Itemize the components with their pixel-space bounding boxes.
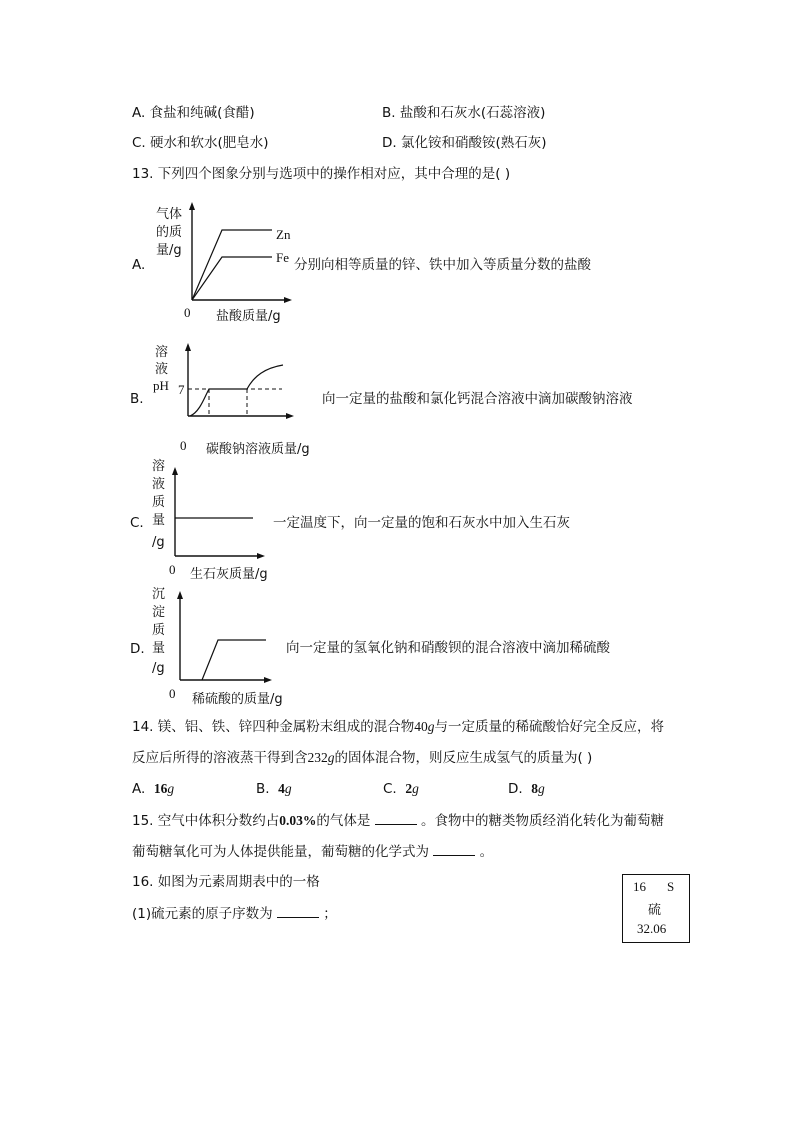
q14-solid-unit: g	[327, 750, 335, 765]
y-label-3: 量/g	[156, 243, 182, 258]
q14-option-c-unit: g	[412, 781, 419, 796]
q13-d-desc: 向一定量的氢氧化钠和硝酸钡的混合溶液中滴加稀硫酸	[286, 640, 610, 656]
q15-line-2	[132, 842, 493, 861]
x-label: 盐酸质量/g	[216, 309, 281, 324]
q14-option-d	[508, 780, 545, 798]
q14-solid-value: 232	[307, 750, 328, 765]
q16-stem: 16. 如图为元素周期表中的一格	[132, 874, 320, 890]
q15-line1-text: 15. 空气中体积分数约占	[132, 813, 280, 829]
element-symbol: S	[667, 879, 675, 894]
y-label-2: 液	[152, 477, 166, 492]
q16-sub1-text: (1)硫元素的原子序数为	[132, 906, 273, 922]
x-label: 碳酸钠溶液质量/g	[206, 442, 310, 457]
y-label-3: 质	[152, 623, 166, 638]
tick-7-label: 7	[178, 382, 185, 397]
q14-option-a-num: 16	[153, 781, 168, 796]
x-label: 生石灰质量/g	[190, 567, 268, 582]
origin-label: 0	[169, 562, 176, 577]
q12-option-d: D. 氯化铵和硝酸铵(熟石灰)	[382, 135, 547, 151]
q14-option-c-letter: C.	[383, 781, 397, 797]
origin-label: 0	[180, 438, 187, 453]
q14-option-a	[132, 780, 174, 798]
q14-option-b	[256, 780, 292, 798]
q13-c-desc: 一定温度下，向一定量的饱和石灰水中加入生石灰	[273, 515, 570, 531]
q15-blank-2[interactable]	[433, 842, 475, 856]
periodic-table-cell	[622, 874, 690, 943]
x-label: 稀硫酸的质量/g	[192, 692, 283, 707]
q14-option-b-letter: B.	[256, 781, 270, 797]
atomic-number: 16	[633, 879, 646, 894]
q14-line-2	[132, 749, 592, 767]
q16-sub1-text-b: ；	[323, 906, 337, 922]
y-label-2: 淀	[152, 605, 166, 620]
q16-sub-1	[132, 904, 337, 923]
q13-a-letter: A.	[132, 257, 146, 273]
q14-line2-text: 反应后所得的溶液蒸干得到含	[132, 750, 308, 766]
q14-mass-value: 40	[414, 719, 428, 734]
q13-b-letter: B.	[130, 391, 144, 407]
y-axis-arrow	[172, 467, 178, 475]
y-label-2: 的质	[156, 225, 183, 240]
fe-curve	[192, 257, 272, 300]
q15-line2-text-b: 。	[479, 844, 494, 860]
q13-stem: 13. 下列四个图象分别与选项中的操作相对应，其中合理的是( )	[132, 166, 511, 182]
q14-option-a-letter: A.	[132, 781, 146, 797]
q14-mass-unit: g	[427, 719, 435, 734]
y-label-3: 质	[152, 495, 166, 510]
q13-b-graph	[150, 338, 350, 460]
q12-option-a: A. 食盐和纯碱(食醋)	[132, 105, 255, 121]
origin-label: 0	[184, 305, 191, 320]
q14-line1-text-b: 与一定质量的稀硫酸恰好完全反应，将	[434, 719, 665, 735]
fe-label: Fe	[276, 250, 289, 265]
y-label-2: 液	[155, 362, 169, 377]
origin-label: 0	[169, 686, 176, 701]
y-label-4: 量	[152, 641, 166, 656]
y-label-5: /g	[152, 535, 165, 550]
y-label-5: /g	[152, 661, 165, 676]
y-label-1: 溶	[155, 345, 169, 360]
q13-a-desc: 分别向相等质量的锌、铁中加入等质量分数的盐酸	[294, 257, 591, 273]
x-axis-arrow	[284, 297, 292, 303]
atomic-mass: 32.06	[637, 921, 667, 936]
q12-option-c: C. 硬水和软水(肥皂水)	[132, 135, 269, 151]
q14-option-b-unit: g	[284, 781, 292, 796]
q16-blank-1[interactable]	[277, 904, 319, 918]
q15-blank-1[interactable]	[375, 811, 417, 825]
y-axis-arrow	[177, 591, 183, 599]
y-axis-arrow	[189, 202, 195, 210]
q14-option-c	[383, 780, 419, 798]
q14-line-1	[132, 718, 664, 736]
y-label-1: 沉	[152, 587, 166, 602]
x-axis-arrow	[257, 553, 265, 559]
y-label-1: 溶	[152, 459, 166, 474]
q14-option-b-num: 4	[278, 781, 285, 796]
q14-option-d-num: 8	[531, 781, 539, 796]
q14-line1-text: 14. 镁、铝、铁、锌四种金属粉末组成的混合物	[132, 719, 415, 735]
q15-line1-text-c: 。食物中的糖类物质经消化转化为葡萄糖	[420, 813, 664, 829]
q14-option-a-unit: g	[167, 781, 175, 796]
q15-line2-text: 葡萄糖氧化可为人体提供能量，葡萄糖的化学式为	[132, 844, 429, 860]
q13-b-desc: 向一定量的盐酸和氯化钙混合溶液中滴加碳酸钠溶液	[322, 391, 633, 407]
y-axis-arrow	[185, 343, 191, 351]
q14-option-d-unit: g	[538, 781, 545, 796]
q14-line2-text-b: 的固体混合物，则反应生成氢气的质量为( )	[334, 750, 593, 766]
ph-curve	[190, 365, 283, 416]
precipitate-curve	[202, 640, 266, 680]
zn-label: Zn	[276, 227, 291, 242]
q15-line1-text-b: 的气体是	[316, 813, 371, 829]
q13-c-letter: C.	[130, 515, 144, 531]
q14-option-c-num: 2	[405, 781, 413, 796]
q14-option-d-letter: D.	[508, 781, 523, 797]
y-label-4: 量	[152, 513, 166, 528]
element-name: 硫	[648, 903, 662, 918]
x-axis-arrow	[264, 677, 272, 683]
y-label-1: 气体	[156, 207, 183, 222]
x-axis-arrow	[286, 413, 294, 419]
q13-d-letter: D.	[130, 641, 145, 657]
q12-option-b: B. 盐酸和石灰水(石蕊溶液)	[382, 105, 546, 121]
q15-line-1	[132, 811, 664, 830]
q15-percent: 0.03%	[279, 813, 317, 828]
zn-curve	[192, 230, 272, 300]
y-label-3: pH	[153, 378, 169, 393]
